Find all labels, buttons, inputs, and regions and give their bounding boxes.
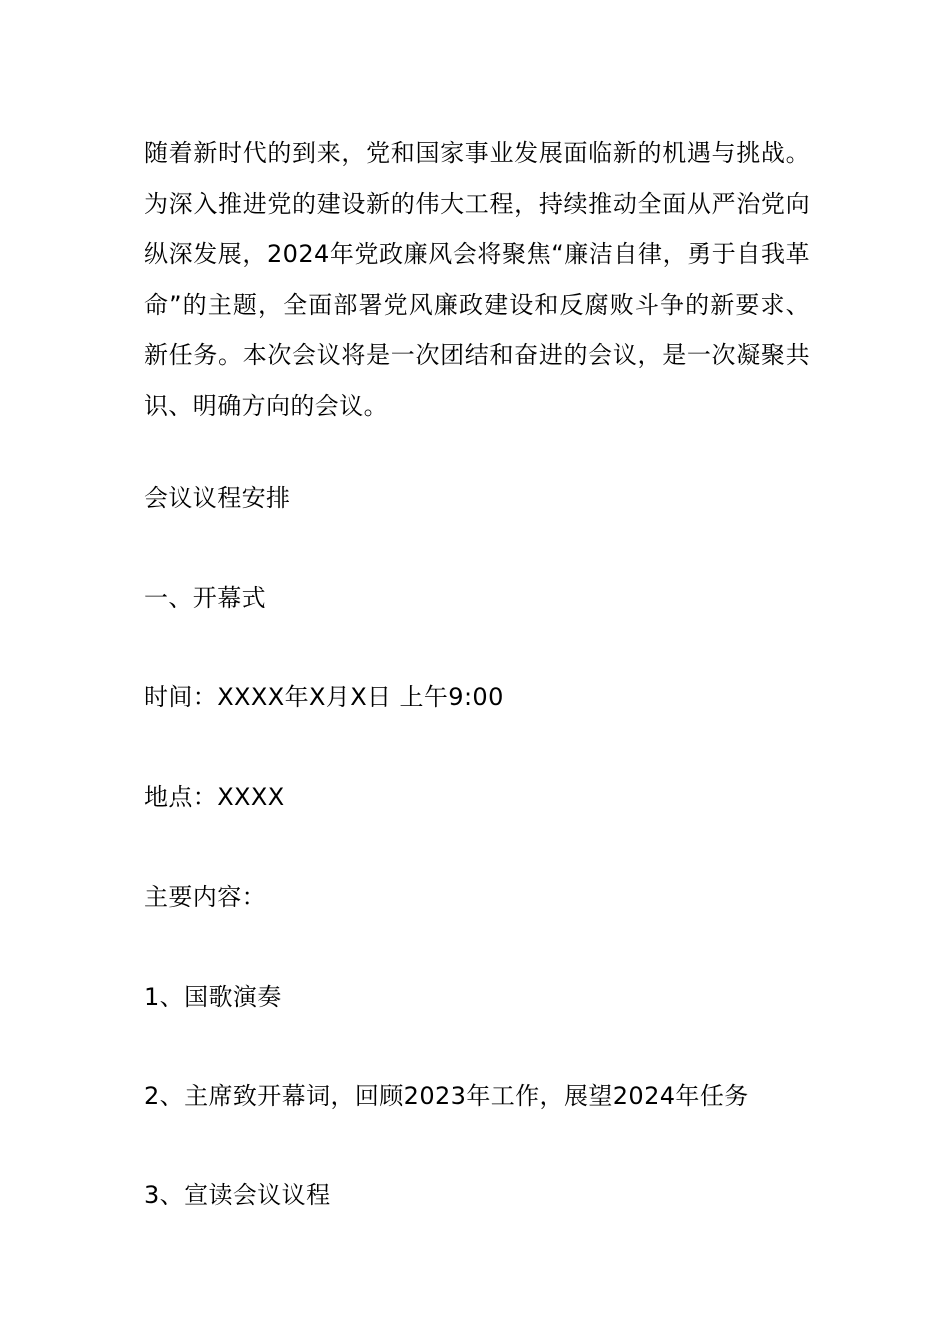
time-line: 时间：XXXX年X月X日 上午9:00 — [144, 683, 504, 711]
location-line: 地点：XXXX — [144, 783, 285, 811]
agenda-heading: 会议议程安排 — [144, 484, 291, 512]
intro-paragraph: 随着新时代的到来，党和国家事业发展面临新的机遇与挑战。为深入推进党的建设新的伟大工程，持续推动全面从严治党向纵深发展，2024年党政廉风会将聚焦“廉洁自律，勇于自我革命”的主题，全面部署党风廉政建设和反腐败斗争的新要求、新任务。本次会议将是一次团结和奋进的会议，是一次凝聚共识、明确方向的会议。 — [144, 139, 810, 420]
section-title-opening: 一、开幕式 — [144, 584, 266, 612]
main-content-label: 主要内容： — [144, 883, 266, 911]
agenda-item: 2、主席致开幕词，回顾2023年工作，展望2024年任务 — [144, 1082, 749, 1110]
agenda-item: 3、宣读会议议程 — [144, 1181, 331, 1209]
agenda-item: 1、国歌演奏 — [144, 983, 282, 1011]
